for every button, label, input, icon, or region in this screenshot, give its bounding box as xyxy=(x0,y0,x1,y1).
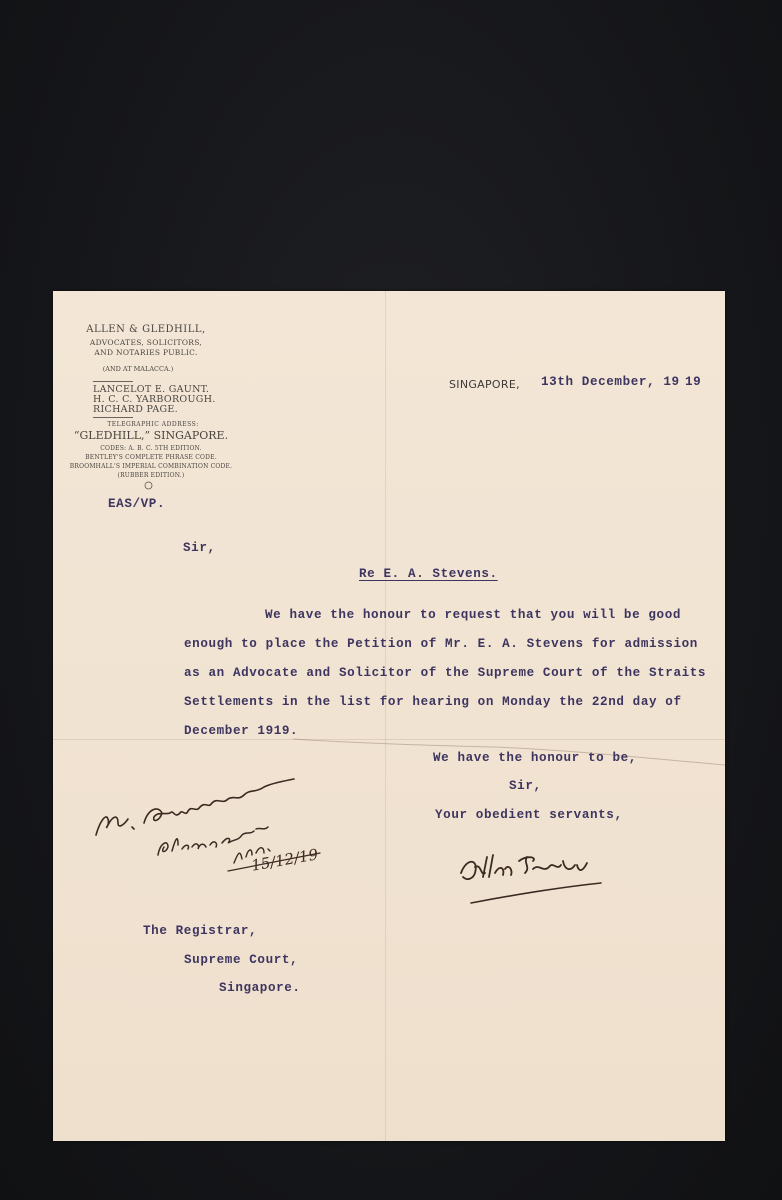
addressee-line: The Registrar, xyxy=(143,924,258,938)
body-line: as an Advocate and Solicitor of the Supreme Court of the Straits xyxy=(184,666,707,680)
subject-line: Re E. A. Stevens. xyxy=(359,567,498,581)
letter-date: 13th December, 19 xyxy=(541,375,680,389)
letterhead-partner: RICHARD PAGE. xyxy=(93,404,178,415)
letterhead-seal-icon xyxy=(144,481,153,490)
letterhead-subtitle-1: ADVOCATES, SOLICITORS, xyxy=(89,338,203,347)
letterhead-rule xyxy=(93,417,133,418)
body-line: enough to place the Petition of Mr. E. A. Stevens for admission xyxy=(184,637,698,651)
salutation: Sir, xyxy=(183,541,216,555)
letterhead-telegraphic-label: TELEGRAPHIC ADDRESS: xyxy=(107,421,199,428)
letterhead-code: (RUBBER EDITION.) xyxy=(117,472,185,479)
fold-crease-vertical xyxy=(385,291,386,1141)
letter-year: 19 xyxy=(685,375,702,389)
body-line: We have the honour to request that you will be good xyxy=(265,608,682,622)
letterhead-code: BENTLEY'S COMPLETE PHRASE CODE. xyxy=(85,454,217,461)
closing-line: Sir, xyxy=(509,779,542,793)
letterhead-rule xyxy=(93,381,133,382)
letterhead-branch: (AND AT MALACCA.) xyxy=(102,365,174,373)
letter-sheet xyxy=(53,291,725,1141)
letterhead-code: CODES: A. B. C. 5TH EDITION. xyxy=(100,445,202,452)
letterhead-subtitle-2: AND NOTARIES PUBLIC. xyxy=(94,348,198,357)
body-line: Settlements in the list for hearing on Monday the 22nd day of xyxy=(184,695,682,709)
annotation-date: 15/12/19 xyxy=(249,845,320,875)
reference-code: EAS/VP. xyxy=(108,497,166,511)
letterhead-telegraphic-address: “GLEDHILL,” SINGAPORE. xyxy=(73,429,229,442)
addressee-line: Singapore. xyxy=(219,981,301,995)
closing-line: We have the honour to be, xyxy=(433,751,637,765)
addressee-line: Supreme Court, xyxy=(184,953,299,967)
place-label: SINGAPORE, xyxy=(449,378,520,391)
letterhead-partner: LANCELOT E. GAUNT. xyxy=(93,384,210,395)
handwritten-annotation xyxy=(88,773,338,883)
body-line: December 1919. xyxy=(184,724,299,738)
letterhead-firm-name: ALLEN & GLEDHILL, xyxy=(86,324,206,335)
letterhead-code: BROOMHALL'S IMPERIAL COMBINATION CODE. xyxy=(69,463,233,470)
firm-signature xyxy=(453,843,613,915)
closing-line: Your obedient servants, xyxy=(435,808,623,822)
letterhead-partner: H. C. C. YARBOROUGH. xyxy=(93,394,216,405)
